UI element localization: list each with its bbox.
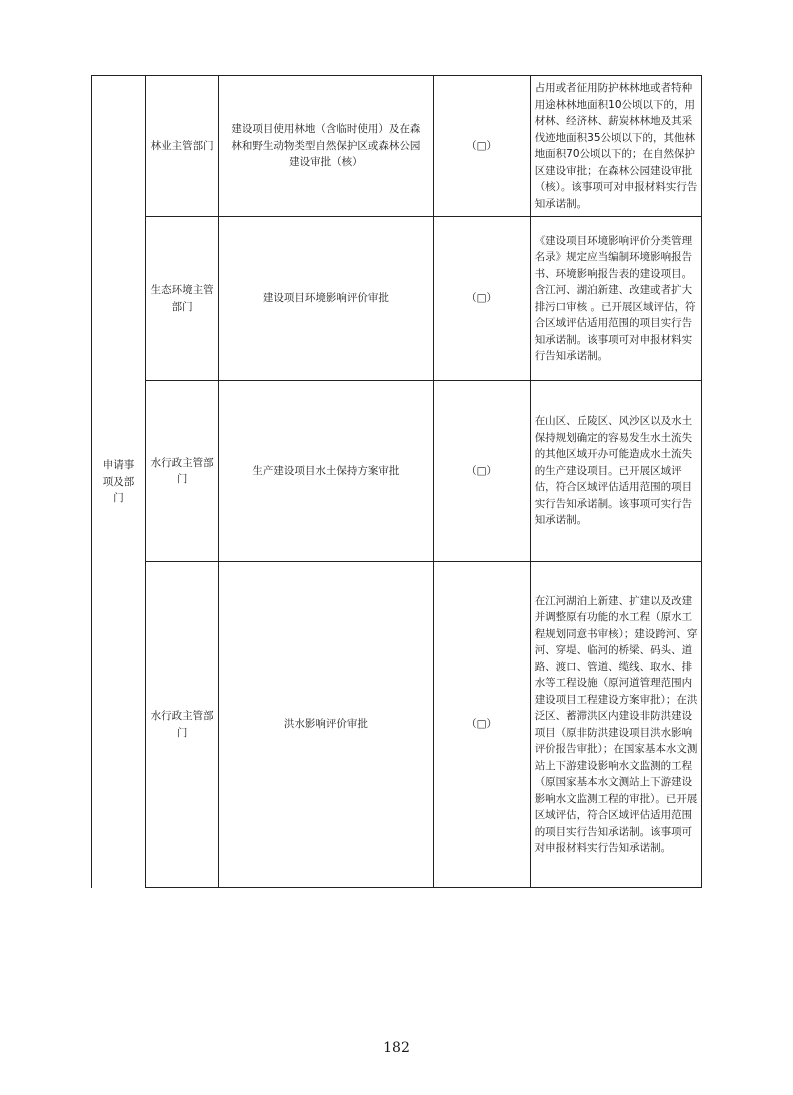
note-cell: 《建设项目环境影响评价分类管理名录》规定应当编制环境影响报告书、环境影响报告表的建设项目。含江河、湖泊新建、改建或者扩大排污口审核 。已开展区域评估，符合区域评估适用范围的项目实行告知承诺制。该事项可对申报材料实行告知承诺制。 [530, 217, 701, 381]
note-cell: 在江河湖泊上新建、扩建以及改建并调整原有功能的水工程（原水工程规划同意书审核）；建设跨河、穿河、穿堤、临河的桥梁、码头、道路、渡口、管道、缆线、取水、排水等工程设施（原河道管理范围内建设项目工程建设方案审批）；在洪泛区、蓄滞洪区内建设非防洪建设项目（原非防洪建设项目洪水影响评价报告审批）；在国家基本水文测站上下游建设影响水文监测的工程（原国家基本水文测站上下游建设影响水文监测工程的审批）。已开展区域评估，符合区域评估适用范围的项目实行告知承诺制。该事项可对申报材料实行告知承诺制。 [530, 562, 701, 888]
checkbox-cell[interactable]: （□） [433, 76, 530, 217]
table-row [92, 381, 702, 562]
page-number: 182 [383, 1040, 410, 1056]
approval-items-table [91, 75, 702, 888]
department-cell: 水行政主管部门 [146, 381, 219, 562]
department-cell: 水行政主管部门 [146, 562, 219, 888]
department-cell: 生态环境主管部门 [146, 217, 219, 381]
checkbox-cell[interactable]: （□） [433, 217, 530, 381]
table-row [92, 562, 702, 888]
item-cell: 建设项目使用林地（含临时使用）及在森林和野生动物类型自然保护区或森林公园建设审批（核） [219, 76, 433, 217]
category-cell [92, 76, 146, 888]
note-cell: 占用或者征用防护林林地或者特种用途林林地面积10公顷以下的，用材林、经济林、薪炭林林地及其采伐迹地面积35公顷以下的，其他林地面积70公顷以下的；在自然保护区建设审批；在森林公园建设审批（核）。该事项可对申报材料实行告知承诺制。 [530, 76, 701, 217]
item-cell: 建设项目环境影响评价审批 [219, 217, 433, 381]
item-cell: 生产建设项目水土保持方案审批 [219, 381, 433, 562]
table-row [92, 76, 702, 217]
category-label: 申请事项及部门 [102, 459, 135, 504]
item-cell: 洪水影响评价审批 [219, 562, 433, 888]
table-row [92, 217, 702, 381]
note-cell: 在山区、丘陵区、风沙区以及水土保持规划确定的容易发生水土流失的其他区域开办可能造成水土流失的生产建设项目。已开展区域评估，符合区域评估适用范围的项目实行告知承诺制。该事项可实行告知承诺制。 [530, 381, 701, 562]
checkbox-cell[interactable]: （□） [433, 562, 530, 888]
department-cell: 林业主管部门 [146, 76, 219, 217]
checkbox-cell[interactable]: （□） [433, 381, 530, 562]
